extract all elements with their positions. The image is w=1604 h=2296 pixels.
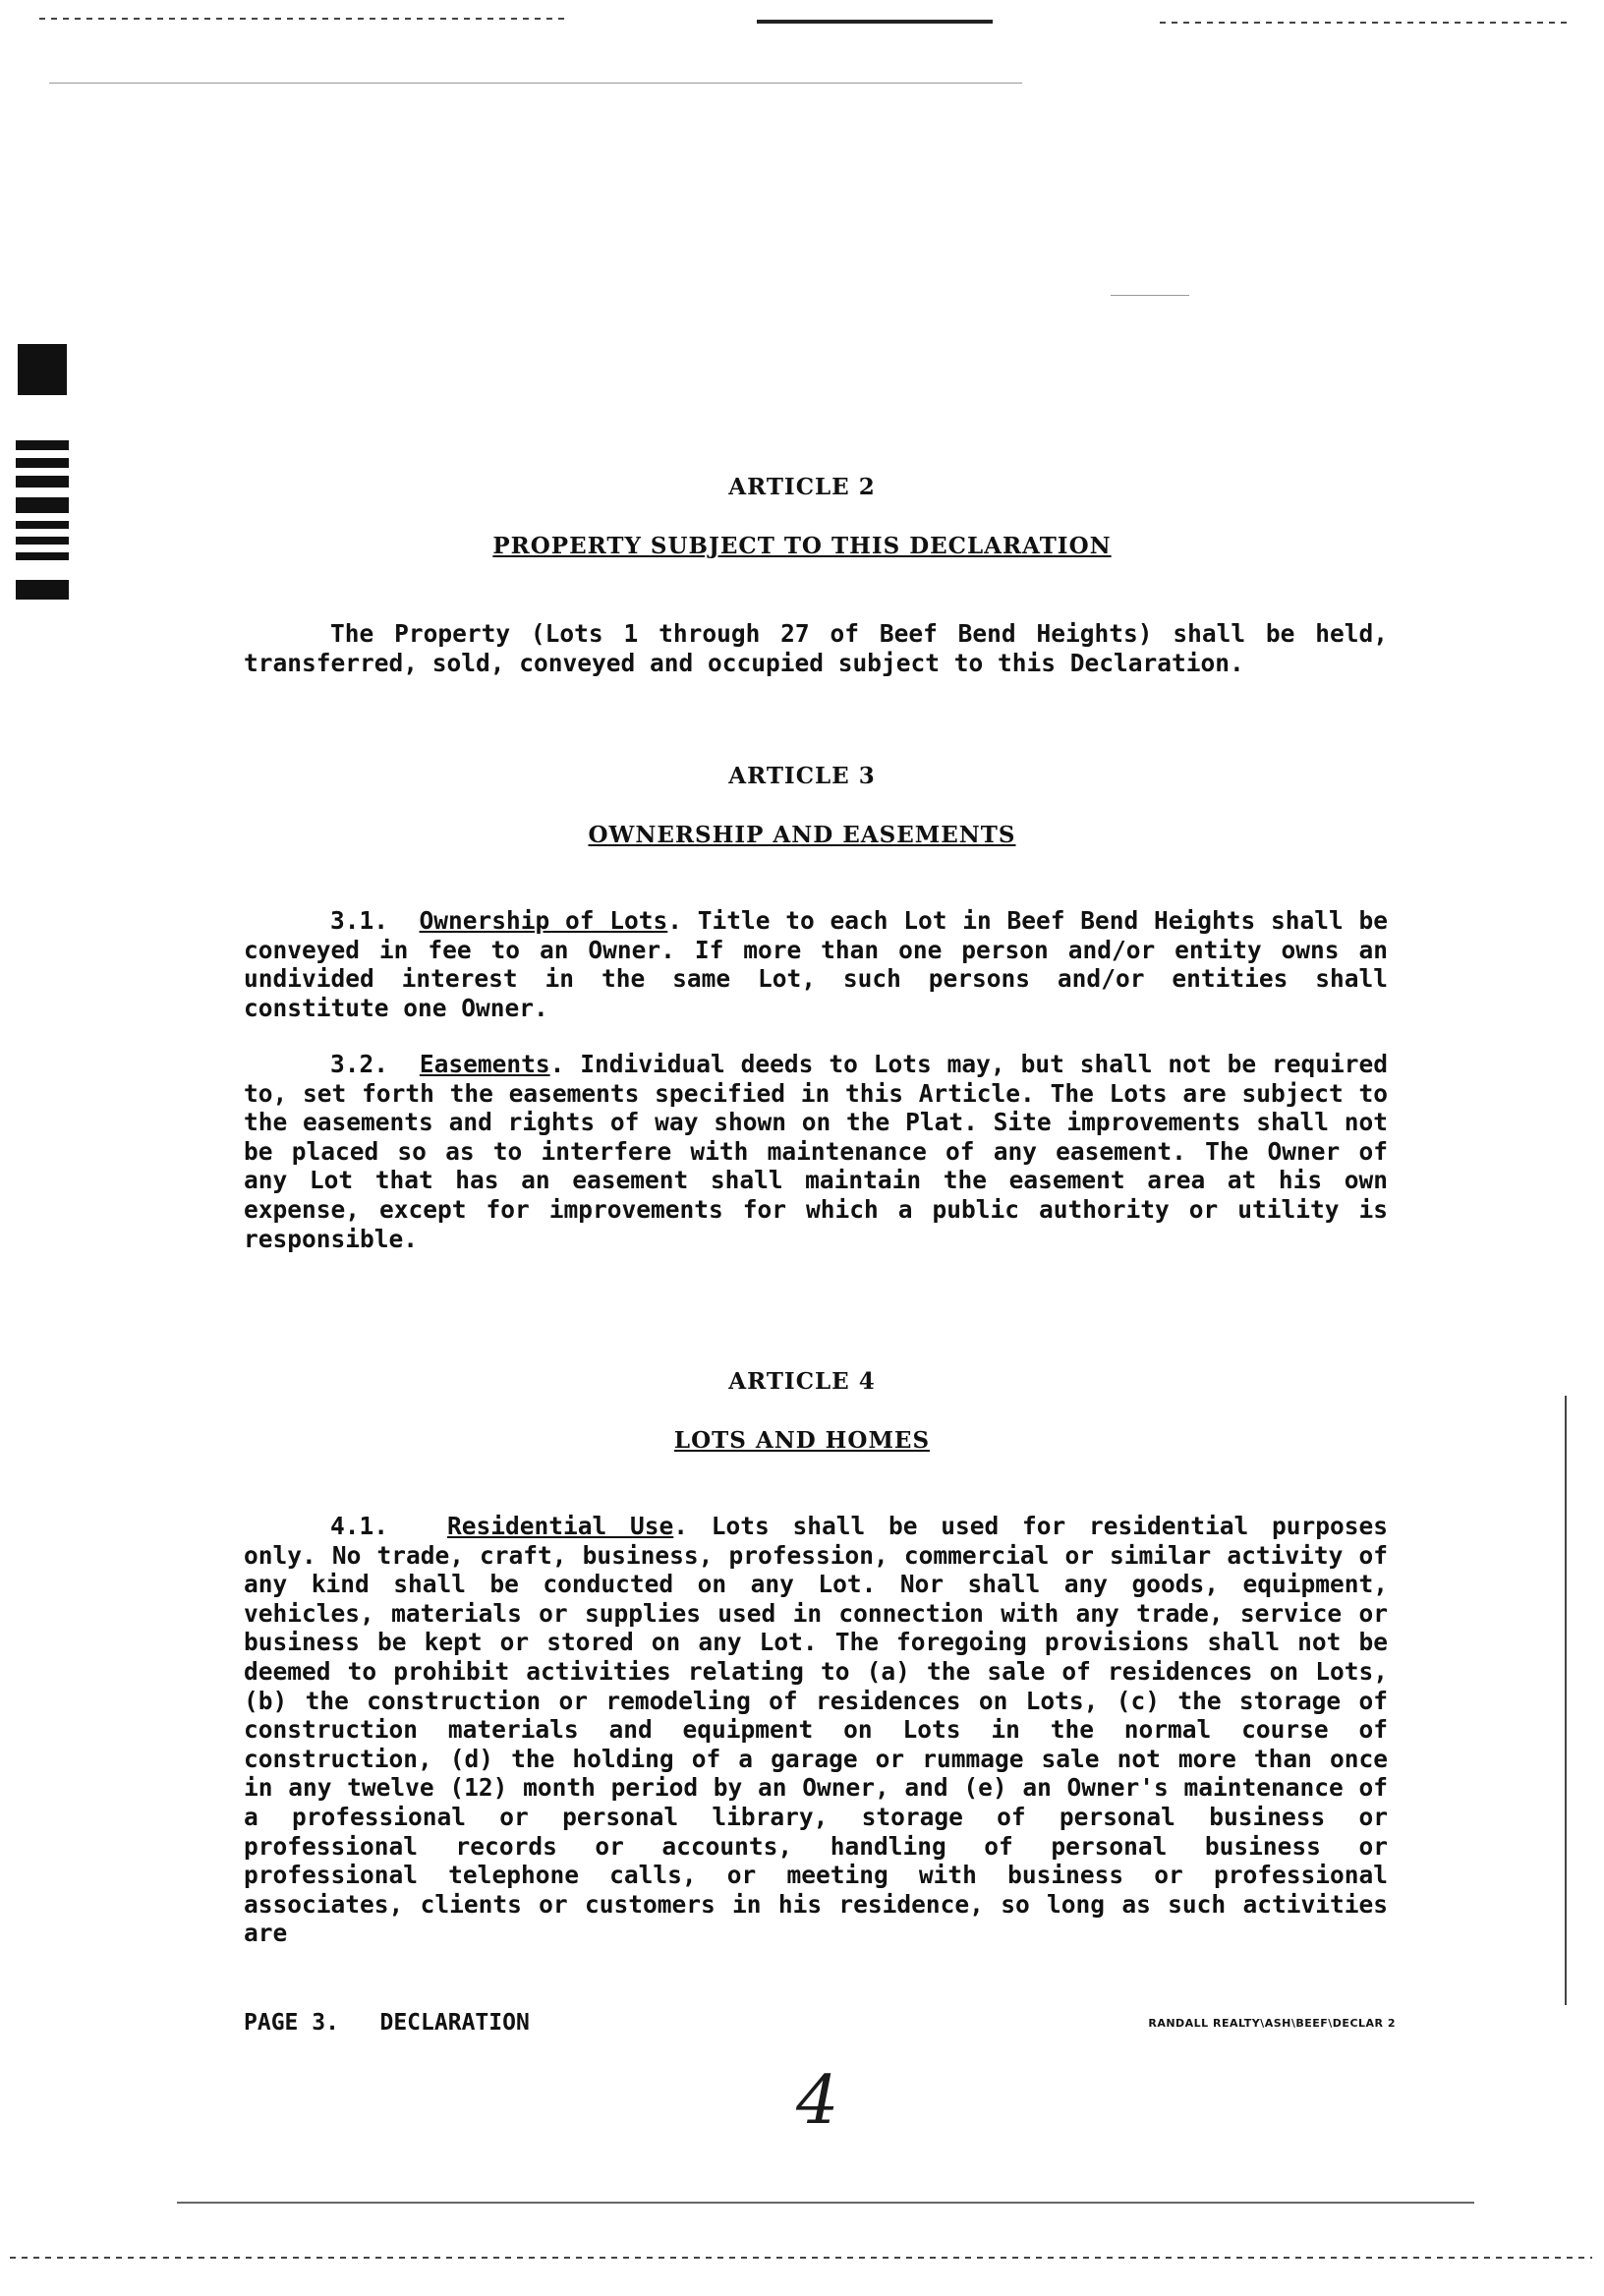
article-2-heading: ARTICLE 2 <box>728 474 876 500</box>
scan-artifact-top-left <box>39 18 570 20</box>
scan-margin-rule <box>1565 1396 1567 2005</box>
section-3-1-number: 3.1. <box>330 906 389 935</box>
section-4-1-number: 4.1. <box>330 1512 389 1540</box>
article-3-title: OWNERSHIP AND EASEMENTS <box>588 822 1016 848</box>
handwritten-page-number: 4 <box>796 2062 839 2140</box>
footer-page-label: PAGE 3. <box>244 2010 339 2036</box>
footer-file-reference: RANDALL REALTY\ASH\BEEF\DECLAR 2 <box>1148 2017 1396 2030</box>
article-2-body <box>244 619 1388 677</box>
scan-artifact-bottom-rule <box>177 2202 1474 2204</box>
footer-doc-label: DECLARATION <box>379 2010 530 2036</box>
registration-bar <box>16 440 69 450</box>
registration-bar <box>16 521 69 529</box>
scan-artifact-rule <box>49 83 1022 84</box>
article-3-heading: ARTICLE 3 <box>728 763 876 789</box>
scan-artifact-top-right <box>1160 22 1573 24</box>
article-4-title: LOTS AND HOMES <box>673 1427 931 1454</box>
scan-artifact-bottom-noise <box>10 2257 1592 2259</box>
page-footer <box>244 2010 530 2036</box>
section-3-2 <box>244 1050 1388 1253</box>
scan-artifact-top-center <box>757 20 993 24</box>
section-4-1-text: . Lots shall be used for residential purposes only. No trade, craft, business, profession, commercial or similar activity of any kind shall be conducted on any Lot. Nor shall any goods, equipment, vehicles, materials or supplies used in connection with any trade, service or business be kept or stored on any Lot. The foregoing provisions shall not be deemed to prohibit activities relating to (a) the sale of residences on Lots, (b) the construction or remodeling of residences on Lots, (c) the storage of construction materials and equipment on Lots in the normal course of construction, (d) the holding of a garage or rummage sale not more than once in any twelve (12) month period by an Owner, and (e) an Owner's maintenance of a professional or personal library, storage of personal business or professional records or accounts, handling of personal business or professional telephone calls, or meeting with business or professional associates, clients or customers in his residence, so long as such activities are <box>244 1512 1388 1948</box>
article-2-text: The Property (Lots 1 through 27 of Beef Bend Heights) shall be held, transferred, sold, conveyed and occupied subject to this Declaration. <box>244 619 1388 677</box>
registration-bar <box>16 580 69 600</box>
registration-block <box>18 344 67 395</box>
section-3-1 <box>244 906 1388 1022</box>
section-3-2-number: 3.2. <box>330 1050 389 1078</box>
scan-artifact-mark <box>1111 295 1189 296</box>
section-3-2-title: Easements <box>419 1050 550 1078</box>
section-4-1 <box>244 1512 1388 1948</box>
article-2-title: PROPERTY SUBJECT TO THIS DECLARATION <box>492 533 1112 559</box>
section-3-1-text: . Title to each Lot in Beef Bend Heights shall be conveyed in fee to an Owner. If more than one person and/or entity owns an undivided interest in the same Lot, such persons and/or entities shall constitute one Owner. <box>244 906 1388 1022</box>
section-3-2-text: . Individual deeds to Lots may, but shall not be required to, set forth the easements specified in this Article. The Lots are subject to the easements and rights of way shown on the Plat. Site improvements shall not be placed so as to interfere with maintenance of any easement. The Owner of any Lot that has an easement shall maintain the easement area at his own expense, except for improvements for which a public authority or utility is responsible. <box>244 1050 1388 1253</box>
section-4-1-title: Residential Use <box>447 1512 674 1540</box>
article-4-heading: ARTICLE 4 <box>728 1368 876 1395</box>
registration-bar <box>16 458 69 468</box>
section-3-1-title: Ownership of Lots <box>419 906 668 935</box>
